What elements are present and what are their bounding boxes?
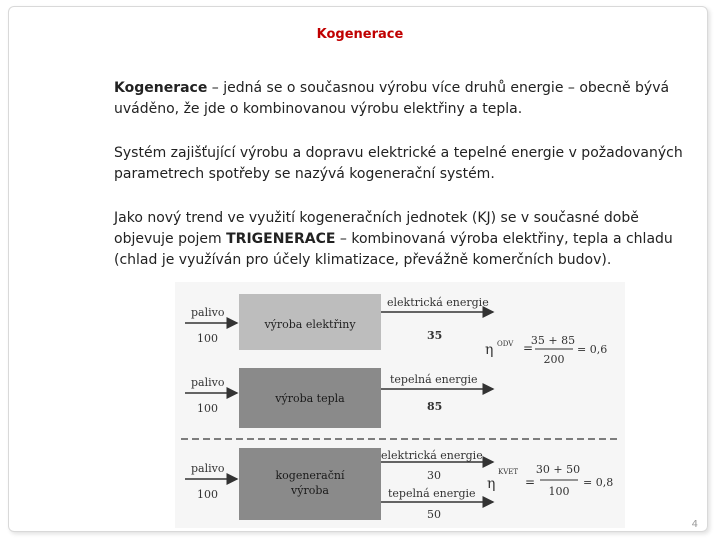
eta-symbol-1: η [485,342,494,358]
box-electricity-label: výroba elektřiny [264,318,356,331]
out-electricity-label: elektrická energie [387,296,489,309]
fuel-label-1: palivo [191,306,225,319]
paragraph-1-text: – jedná se o současnou výrobu více druhů energie – obecně bývá uváděno, že jde o kombinovanou výrobu elektřiny a tepla. [114,80,670,117]
box-heat-label: výroba tepla [275,392,345,405]
slide-title: Kogenerace [316,27,404,42]
paragraph-kogenerace [114,78,694,120]
slide-number: 4 [691,519,698,530]
formula-1-denominator: 200 [543,353,565,366]
out-electricity-value: 35 [427,329,443,342]
formula-2-result: = 0,8 [583,476,614,489]
fuel-value-1: 100 [197,332,218,345]
fuel-value-3: 100 [197,488,218,501]
paragraph-trigenerace [114,208,694,271]
paragraph-3-text-after: – kombinovaná výroba elektřiny, tepla a chladu (chlad je využíván pro účely klimatizace, převážně komerčních budov). [114,231,673,268]
eta-subscript-odv: ODV [497,340,514,348]
formula-2-numerator: 30 + 50 [535,463,581,476]
out-heat-value: 85 [427,400,443,413]
formula-2-eq: = [525,475,536,489]
term-kogenerace: Kogenerace [114,80,208,96]
eta-symbol-2: η [487,476,496,492]
paragraph-3-text-before: Jako nový trend ve využití kogeneračních jednotek (KJ) se v současné době objevuje pojem [114,210,639,247]
formula-2-denominator: 100 [548,485,570,498]
out-heat-2-value: 50 [427,508,441,521]
diagram-svg [175,282,625,528]
cogeneration-diagram [175,282,625,528]
formula-1-numerator: 35 + 85 [530,334,576,347]
out-heat-2-label: tepelná energie [388,487,476,500]
out-electricity-2-value: 30 [427,469,441,482]
term-trigenerace: TRIGENERACE [226,231,336,247]
formula-1-result: = 0,6 [577,343,608,356]
out-electricity-2-label: elektrická energie [381,449,483,462]
fuel-label-2: palivo [191,376,225,389]
eta-subscript-kvet: KVET [498,468,519,476]
box-cogeneration-label-1: kogenerační [275,469,345,482]
paragraph-system: Systém zajišťující výrobu a dopravu elektrické a tepelné energie v požadovaných parametrech spotřeby se nazývá kogenerační systém. [114,145,683,182]
box-cogeneration-label-2: výroba [291,484,329,497]
out-heat-label: tepelná energie [390,373,478,386]
fuel-value-2: 100 [197,402,218,415]
formula-1-eq: = [523,341,534,355]
fuel-label-3: palivo [191,462,225,475]
